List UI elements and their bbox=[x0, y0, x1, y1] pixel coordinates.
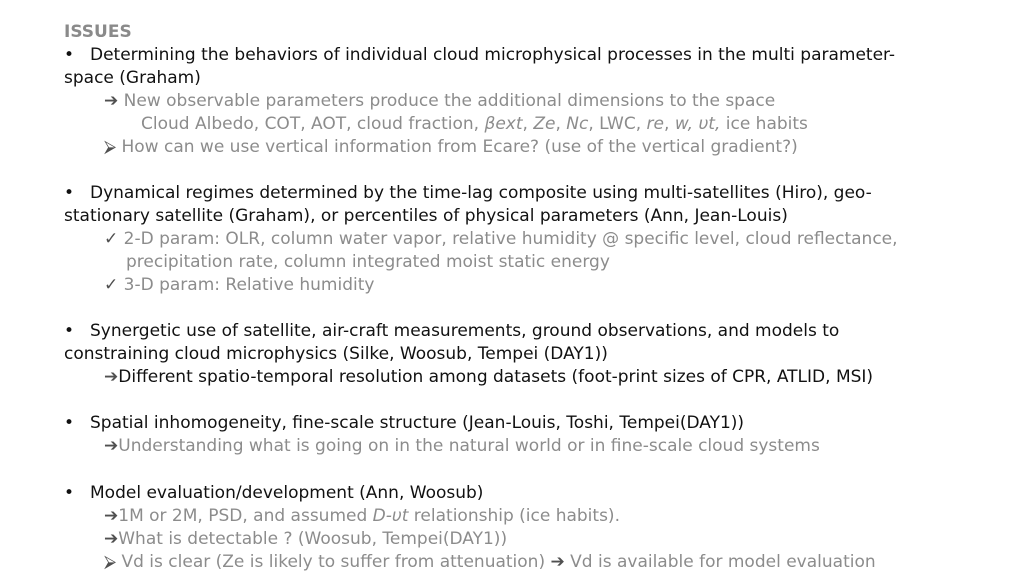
issue-3-line-2: constraining cloud microphysics (Silke, Woosub, Tempei (DAY1)) bbox=[64, 344, 608, 364]
issue-4-arrow-line bbox=[104, 435, 820, 458]
arrow-icon: ➔ bbox=[104, 506, 119, 526]
bullet: • bbox=[64, 321, 75, 341]
arrow-icon: ➔ bbox=[104, 529, 119, 549]
issue-5-arrow-line-2 bbox=[104, 528, 507, 551]
d-ut-term: D-υt bbox=[372, 506, 409, 526]
issue-1-arrow-line bbox=[104, 90, 775, 113]
bullet: • bbox=[64, 413, 75, 433]
param-ut: υt, bbox=[698, 114, 721, 134]
issue-5-arrow-line-1 bbox=[104, 505, 620, 528]
issue-1-line-2: space (Graham) bbox=[64, 68, 201, 88]
bullet: • bbox=[64, 183, 75, 203]
sep: , bbox=[555, 114, 567, 134]
issue-2-check-line-1 bbox=[104, 228, 898, 251]
bullet: • bbox=[64, 483, 75, 503]
issue-1-params-line bbox=[141, 113, 808, 136]
slide-heading: ISSUES bbox=[64, 22, 132, 42]
issue-5-chevron-line bbox=[104, 551, 876, 574]
param-beta: βext bbox=[484, 114, 523, 134]
issue-5-chevron-text-b: Vd is available for model evaluation bbox=[564, 552, 876, 572]
issue-5-arrow-text-1b: relationship (ice habits). bbox=[408, 506, 620, 526]
issue-5-arrow-text-1: 1M or 2M, PSD, and assumed bbox=[118, 506, 373, 526]
issue-2-check-line-1b: precipitation rate, column integrated moist static energy bbox=[126, 252, 610, 272]
bullet: • bbox=[64, 45, 75, 65]
issue-1-arrow-text: New observable parameters produce the additional dimensions to the space bbox=[123, 91, 776, 111]
check-icon: ✓ bbox=[104, 275, 119, 295]
issue-3-arrow-line bbox=[104, 366, 873, 389]
issue-1-chevron-line bbox=[104, 136, 798, 159]
issue-1-line-1 bbox=[64, 44, 895, 67]
issue-3-arrow-text: Different spatio-temporal resolution among datasets (foot-print sizes of CPR, ATLID, MSI) bbox=[118, 367, 874, 387]
issue-5-chevron-text: Vd is clear (Ze is likely to suffer from attenuation) bbox=[121, 552, 551, 572]
param-re: re bbox=[646, 114, 664, 134]
issue-2-check-line-2 bbox=[104, 274, 374, 297]
param-ze: Ze bbox=[533, 114, 556, 134]
issue-2-line-2: stationary satellite (Graham), or percentiles of physical parameters (Ann, Jean-Louis) bbox=[64, 206, 788, 226]
issue-4-line-1 bbox=[64, 412, 744, 435]
sep: , bbox=[664, 114, 675, 134]
issue-1-chevron-text: How can we use vertical information from Ecare? (use of the vertical gradient?) bbox=[121, 137, 798, 157]
arrow-icon: ➔ bbox=[104, 436, 119, 456]
issue-1-text-1: Determining the behaviors of individual cloud microphysical processes in the multi parameter- bbox=[90, 45, 896, 65]
param-nc: Nc bbox=[566, 114, 589, 134]
check-icon: ✓ bbox=[104, 229, 119, 249]
issue-5-text-1: Model evaluation/development (Ann, Woosub) bbox=[90, 483, 484, 503]
params-text: Cloud Albedo, COT, AOT, cloud fraction, bbox=[141, 114, 485, 134]
arrow-icon: ➔ bbox=[550, 552, 565, 572]
issue-3-line-1 bbox=[64, 320, 839, 343]
issue-5-line-1 bbox=[64, 482, 483, 505]
chevron-right-icon: ⮚ bbox=[104, 137, 117, 157]
param-lwc: , LWC, bbox=[588, 114, 647, 134]
issue-2-text-1: Dynamical regimes determined by the time-lag composite using multi-satellites (Hiro), geo- bbox=[90, 183, 872, 203]
param-w: w, bbox=[674, 114, 699, 134]
sep: , bbox=[522, 114, 534, 134]
param-ice: ice habits bbox=[720, 114, 808, 134]
chevron-right-icon: ⮚ bbox=[104, 552, 117, 572]
issue-4-text-1: Spatial inhomogeneity, fine-scale structure (Jean-Louis, Toshi, Tempei(DAY1)) bbox=[90, 413, 745, 433]
arrow-icon: ➔ bbox=[104, 367, 119, 387]
issue-5-arrow-text-2: What is detectable ? (Woosub, Tempei(DAY1)) bbox=[118, 529, 508, 549]
issue-2-check-text-1: 2-D param: OLR, column water vapor, relative humidity @ specific level, cloud reflectance, bbox=[123, 229, 898, 249]
arrow-icon: ➔ bbox=[104, 91, 119, 111]
issue-2-line-1 bbox=[64, 182, 872, 205]
issue-4-arrow-text: Understanding what is going on in the natural world or in fine-scale cloud systems bbox=[118, 436, 820, 456]
issue-3-text-1: Synergetic use of satellite, air-craft measurements, ground observations, and models to bbox=[90, 321, 840, 341]
issue-2-check-text-2: 3-D param: Relative humidity bbox=[123, 275, 375, 295]
